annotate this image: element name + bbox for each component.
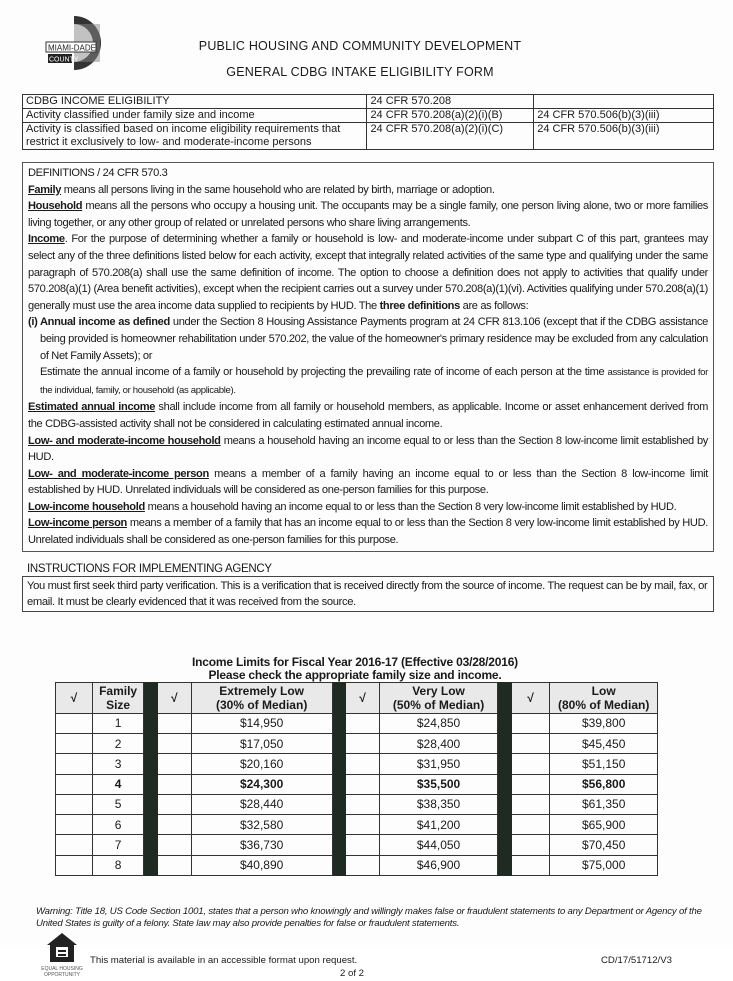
definition-term: Family [28, 183, 62, 196]
very-low-checkbox[interactable] [346, 855, 380, 875]
very-low-checkbox[interactable] [346, 774, 380, 794]
column-divider [498, 713, 512, 733]
table-cell: Activity is classified based on income eligibility requirements that restrict it exclusively to low- and moderate-income persons [23, 123, 367, 150]
column-header-line: Low [591, 683, 616, 698]
definition-text: are as follows: [459, 299, 529, 312]
table-cell: Activity classified under family size and income [23, 109, 367, 123]
table-row [23, 95, 714, 109]
definition-item [28, 499, 708, 516]
column-header [92, 682, 144, 713]
extremely-low-income-cell: $28,440 [191, 794, 332, 814]
low-income-cell: $75,000 [550, 855, 658, 875]
family-size-checkbox[interactable] [56, 855, 93, 875]
column-divider [332, 815, 346, 835]
low-income-cell: $65,900 [550, 815, 658, 835]
definition-term: Low- and moderate-income person [28, 467, 209, 480]
definition-text: means a member of a family that has an income equal to or less than the Section 8 very low-income limit established by HUD. Unrelated individuals shall be considered as one-person families for this purpose. [28, 517, 708, 547]
check-column-header: √ [157, 682, 191, 713]
definition-label: (i) Annual income as defined [28, 316, 170, 329]
low-income-cell: $56,800 [550, 774, 658, 794]
table-row [56, 855, 658, 875]
definition-text: means a household having an income equal to or less than the Section 8 very low-income limit established by HUD. [144, 500, 677, 513]
low-income-cell: $45,450 [550, 733, 658, 753]
eligibility-table [22, 94, 714, 150]
low-checkbox[interactable] [511, 815, 550, 835]
equal-housing-opportunity-logo [45, 931, 79, 965]
table-cell: 24 CFR 570.506(b)(3)(iii) [534, 123, 714, 150]
table-cell: 24 CFR 570.208(a)(2)(i)(B) [367, 109, 534, 123]
column-divider [144, 794, 158, 814]
very-low-checkbox[interactable] [346, 713, 380, 733]
column-divider [498, 754, 512, 774]
definition-text: under the Section 8 Housing Assistance Payments program at 24 CFR 813.106 (except that if the CDBG assistance being provided is homeowner rehabilitation under 570.202, the value of the homeowner's primary residence may be excluded from any calculation of Net Family Assets); or [40, 316, 708, 362]
family-size-checkbox[interactable] [56, 815, 93, 835]
definitions-heading: DEFINITIONS / 24 CFR 570.3 [28, 167, 168, 179]
column-header [550, 682, 658, 713]
eligibility-heading: CDBG INCOME ELIGIBILITY [23, 95, 367, 109]
definition-term: Estimated annual income [28, 401, 156, 414]
low-income-cell: $51,150 [550, 754, 658, 774]
definition-term: Low- and moderate-income household [28, 434, 221, 447]
very-low-income-cell: $35,500 [379, 774, 497, 794]
family-size-checkbox[interactable] [56, 774, 93, 794]
very-low-income-cell: $28,400 [379, 733, 497, 753]
extremely-low-checkbox[interactable] [157, 754, 191, 774]
extremely-low-checkbox[interactable] [157, 794, 191, 814]
family-size-cell: 5 [92, 794, 144, 814]
extremely-low-income-cell: $40,890 [191, 855, 332, 875]
table-cell: 24 CFR 570.208(a)(2)(i)(C) [367, 123, 534, 150]
column-divider [144, 682, 158, 713]
column-divider [144, 733, 158, 753]
column-divider [332, 754, 346, 774]
column-header-line: (30% of Median) [215, 697, 308, 712]
check-column-header: √ [56, 682, 93, 713]
low-checkbox[interactable] [511, 713, 550, 733]
family-size-checkbox[interactable] [56, 794, 93, 814]
column-divider [498, 855, 512, 875]
definition-income [28, 231, 708, 314]
column-divider [144, 815, 158, 835]
extremely-low-income-cell: $17,050 [191, 733, 332, 753]
column-divider [332, 855, 346, 875]
very-low-checkbox[interactable] [346, 794, 380, 814]
definition-text: assistance is provided for the individual, family, or household (as applicable). [40, 367, 708, 396]
family-size-cell: 2 [92, 733, 144, 753]
check-column-header: √ [511, 682, 550, 713]
family-size-cell: 1 [92, 713, 144, 733]
accessibility-note: This material is available in an accessible format upon request. [90, 955, 358, 967]
column-header-line: (50% of Median) [392, 697, 485, 712]
family-size-checkbox[interactable] [56, 835, 93, 855]
definition-text: means a household having an income equal to or less than the Section 8 low-income limit established by HUD. [28, 434, 708, 464]
very-low-checkbox[interactable] [346, 835, 380, 855]
column-header-line: Very Low [412, 683, 465, 698]
definition-text: means all persons living in the same household who are related by birth, marriage or adoption. [61, 183, 495, 196]
column-divider [144, 754, 158, 774]
definition-item [28, 515, 708, 548]
instructions-heading: INSTRUCTIONS FOR IMPLEMENTING AGENCY [27, 562, 272, 575]
extremely-low-income-cell: $32,580 [191, 815, 332, 835]
form-title: GENERAL CDBG INTAKE ELIGIBILITY FORM [226, 65, 494, 79]
bold-text: three definitions [379, 299, 460, 312]
definition-family [28, 182, 708, 199]
miami-dade-county-logo [44, 12, 116, 74]
definition-term: Low-income household [28, 500, 145, 513]
extremely-low-checkbox[interactable] [157, 774, 191, 794]
svg-text:MIAMI-DADE: MIAMI-DADE [48, 43, 96, 53]
definitions-section [22, 162, 714, 552]
table-row [56, 774, 658, 794]
low-checkbox[interactable] [511, 855, 550, 875]
column-divider [498, 774, 512, 794]
instructions-text: You must first seek third party verification. This is a verification that is received directly from the source of income. The request can be by mail, fax, or email. It must be clearly evidenced that it was received from the source. [22, 576, 714, 612]
definition-household [28, 198, 708, 231]
definition-text: means all the persons who occupy a housing unit. The occupants may be a single family, one person living alone, two or more families living together, or any other group of related or unrelated persons who share living arrangements. [28, 200, 708, 229]
definition-item [28, 466, 708, 499]
table-cell: 24 CFR 570.208 [367, 95, 534, 109]
table-row [23, 123, 714, 150]
column-header [379, 682, 497, 713]
svg-text:COUNTY: COUNTY [49, 56, 79, 64]
extremely-low-checkbox[interactable] [157, 733, 191, 753]
very-low-income-cell: $31,950 [379, 754, 497, 774]
table-cell [534, 95, 714, 109]
check-column-header: √ [346, 682, 380, 713]
very-low-income-cell: $46,900 [379, 855, 497, 875]
extremely-low-checkbox[interactable] [157, 855, 191, 875]
very-low-income-cell: $24,850 [379, 713, 497, 733]
family-size-cell: 4 [92, 774, 144, 794]
definition-term: Income [28, 233, 65, 246]
family-size-cell: 7 [92, 835, 144, 855]
column-header-line: Extremely Low [219, 683, 304, 698]
definition-item [28, 399, 708, 432]
column-header [191, 682, 332, 713]
extremely-low-income-cell: $14,950 [191, 713, 332, 733]
column-divider [144, 713, 158, 733]
extremely-low-income-cell: $20,160 [191, 754, 332, 774]
low-checkbox[interactable] [511, 794, 550, 814]
column-header-line: Family [99, 683, 138, 698]
family-size-checkbox[interactable] [56, 713, 93, 733]
column-divider [332, 835, 346, 855]
column-divider [498, 733, 512, 753]
very-low-income-cell: $44,050 [379, 835, 497, 855]
column-divider [498, 835, 512, 855]
family-size-cell: 6 [92, 815, 144, 835]
definition-text: means a member of a family having an income equal to or less than the Section 8 low-income limit established by HUD. Unrelated individuals will be considered as one-person families for this purpose. [28, 467, 708, 497]
income-limits-title: Income Limits for Fiscal Year 2016-17 (Effective 03/28/2016) [192, 654, 518, 669]
column-divider [332, 682, 346, 713]
column-divider [498, 682, 512, 713]
extremely-low-checkbox[interactable] [157, 713, 191, 733]
family-size-checkbox[interactable] [56, 754, 93, 774]
table-row [56, 733, 658, 753]
extremely-low-checkbox[interactable] [157, 815, 191, 835]
very-low-checkbox[interactable] [346, 754, 380, 774]
definition-estimate [28, 364, 708, 399]
income-limits-subtitle: Please check the appropriate family size and income. [208, 667, 502, 682]
low-checkbox[interactable] [511, 733, 550, 753]
table-row [56, 713, 658, 733]
table-row [56, 835, 658, 855]
low-checkbox[interactable] [511, 774, 550, 794]
page-title: PUBLIC HOUSING AND COMMUNITY DEVELOPMENT [198, 39, 522, 53]
extremely-low-checkbox[interactable] [157, 835, 191, 855]
equal-housing-opportunity-text: EQUAL HOUSING OPPORTUNITY [41, 966, 83, 979]
column-divider [332, 733, 346, 753]
column-header-line: Size [106, 697, 131, 712]
column-divider [332, 774, 346, 794]
extremely-low-income-cell: $36,730 [191, 835, 332, 855]
definition-annual-income [28, 314, 708, 364]
low-checkbox[interactable] [511, 754, 550, 774]
family-size-cell: 8 [92, 855, 144, 875]
very-low-income-cell: $41,200 [379, 815, 497, 835]
low-income-cell: $39,800 [550, 713, 658, 733]
table-row [56, 815, 658, 835]
family-size-cell: 3 [92, 754, 144, 774]
definition-term: Low-income person [28, 517, 127, 530]
column-divider [144, 855, 158, 875]
column-divider [144, 835, 158, 855]
low-income-cell: $61,350 [550, 794, 658, 814]
definition-term: Household [28, 200, 83, 213]
other-definitions [28, 399, 708, 548]
table-row [23, 109, 714, 123]
definition-text: . For the purpose of determining whether a family or household is low- and moderate-income under subpart C of this part, grantees may select any of the three definitions listed below for each activity, except that integrally related activities of the same type and qualifying under the same paragraph of 570.208(a) shall use the same definition of income. The option to choose a definition does not apply to activities that qualify under 570.208(a)(1) (Area benefit activities), except when the recipient carries out a survey under 570.208(a)(1)(vi). Activities qualifying under 570.208(a)(1) generally must use the area income data supplied to recipients by HUD. The [28, 233, 708, 312]
family-size-checkbox[interactable] [56, 733, 93, 753]
definition-item [28, 433, 708, 466]
table-header-row [56, 682, 658, 713]
table-row [56, 794, 658, 814]
very-low-checkbox[interactable] [346, 815, 380, 835]
column-divider [498, 815, 512, 835]
definition-text: Estimate the annual income of a family or household by projecting the prevailing rate of income of each person at the time [40, 366, 605, 379]
column-divider [332, 713, 346, 733]
low-income-cell: $70,450 [550, 835, 658, 855]
column-header-line: (80% of Median) [558, 697, 650, 712]
form-code: CD/17/51712/V3 [601, 955, 672, 967]
very-low-checkbox[interactable] [346, 733, 380, 753]
low-checkbox[interactable] [511, 835, 550, 855]
footer [22, 929, 714, 981]
very-low-income-cell: $38,350 [379, 794, 497, 814]
column-divider [144, 774, 158, 794]
extremely-low-income-cell: $24,300 [191, 774, 332, 794]
definition-text: shall include income from all family or household members, as applicable. Income or asset enhancement derived from the CDBG-assisted activity shall not be considered in calculating estimated annual income. [28, 401, 708, 430]
table-row [56, 754, 658, 774]
legal-warning: Warning: Title 18, US Code Section 1001, states that a person who knowingly and willingly makes false or fraudulent statements to any Department or Agency of the United States is guilty of a felony. State law may also provide penalties for false or fraudulent statements. [36, 906, 702, 929]
table-cell: 24 CFR 570.506(b)(3)(iii) [534, 109, 714, 123]
page-number: 2 of 2 [340, 968, 365, 980]
column-divider [332, 794, 346, 814]
income-limits-table [55, 682, 658, 876]
form-body [22, 94, 714, 981]
column-divider [498, 794, 512, 814]
